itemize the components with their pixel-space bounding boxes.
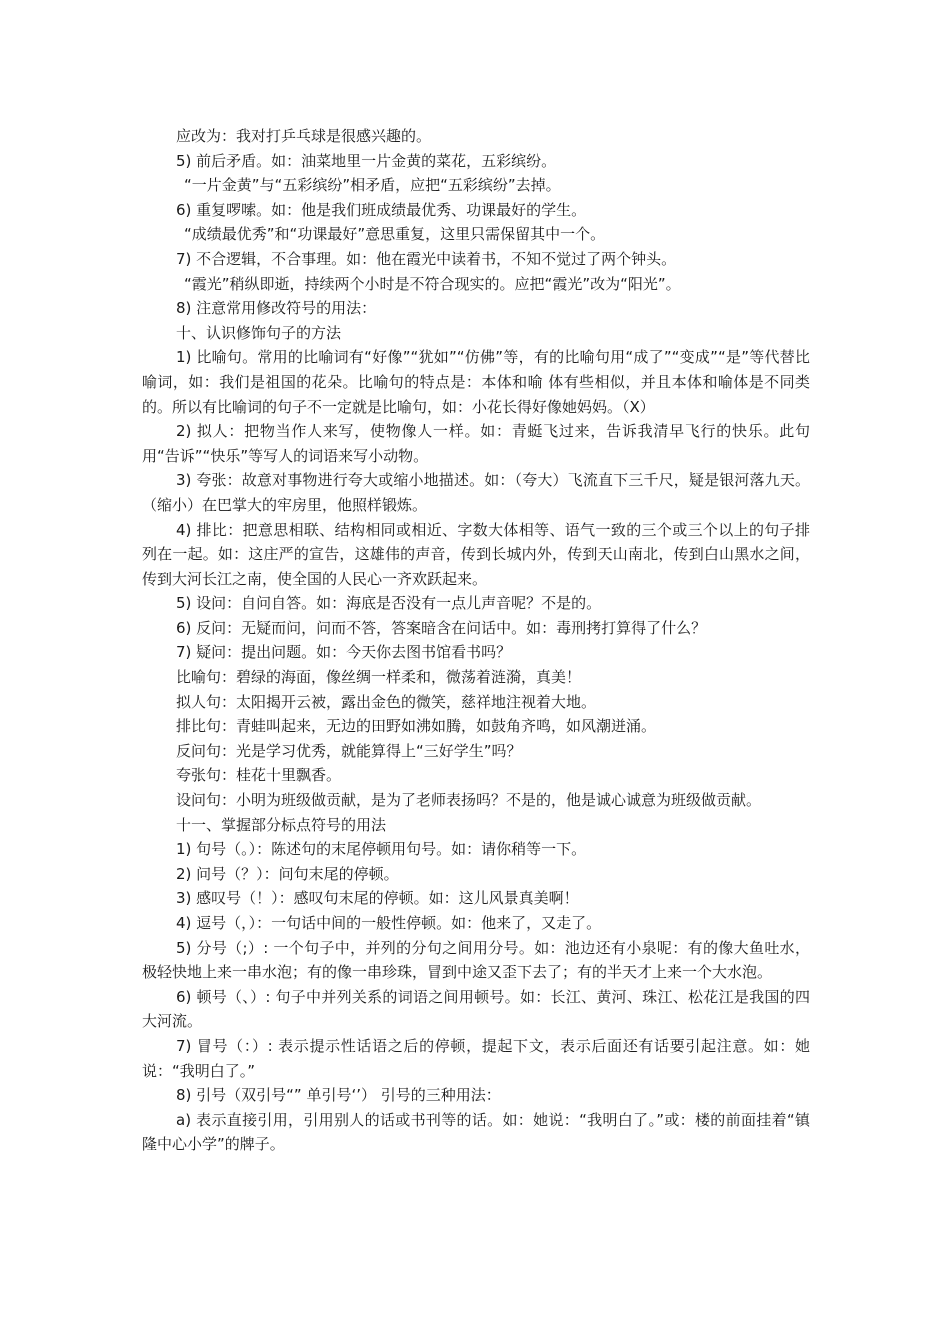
paragraph: 5) 分号（;）: 一个句子中，并列的分句之间用分号。如：池边还有小泉呢：有的像大鱼吐水，极轻快地上来一串水泡；有的像一串珍珠，冒到中途又歪下去了；有的半天才上来一个大水泡。 <box>142 938 810 982</box>
paragraph: “一片金黄”与“五彩缤纷”相矛盾，应把“五彩缤纷”去掉。 <box>184 176 561 195</box>
paragraph: 2) 问号（？）：问句末尾的停顿。 <box>176 864 399 883</box>
paragraph: 1) 比喻句。常用的比喻词有“好像”“犹如”“仿佛”等，有的比喻句用“成了”“变成”“是”等代替比喻词，如：我们是祖国的花朵。比喻句的特点是：本体和喻 体有些相似，并且本体和喻体是不同类的。所以有比喻词的句子不一定就是比喻句，如：小花长得好像她妈妈。（X） <box>142 348 810 416</box>
paragraph: 7) 冒号（：）: 表示提示性话语之后的停顿，提起下文，表示后面还有话要引起注意。如：她说：“我明白了。” <box>142 1036 810 1080</box>
paragraph: 比喻句：碧绿的海面，像丝绸一样柔和，微荡着涟漪，真美！ <box>176 668 582 687</box>
paragraph: 7) 不合逻辑，不合事理。如：他在霞光中读着书，不知不觉过了两个钟头。 <box>176 249 677 268</box>
paragraph: 4) 逗号（，）：一句话中间的一般性停顿。如：他来了，又走了。 <box>176 914 602 932</box>
paragraph: 十一、掌握部分标点符号的用法 <box>176 815 387 834</box>
paragraph: 拟人句：太阳揭开云被，露出金色的微笑，慈祥地注视着大地。 <box>176 692 597 711</box>
paragraph: 反问句：光是学习优秀，就能算得上“三好学生”吗？ <box>176 741 522 760</box>
paragraph: 3) 夸张：故意对事物进行夸大或缩小地描述。如：（夸大）飞流直下三千尺，疑是银河落九天。（缩小）在巴掌大的牢房里，他照样锻炼。 <box>142 471 810 514</box>
paragraph: 应改为：我对打乒乓球是很感兴趣的。 <box>176 127 432 145</box>
paragraph: 设问句：小明为班级做贡献，是为了老师表扬吗？不是的，他是诚心诚意为班级做贡献。 <box>176 791 762 810</box>
paragraph: 6) 反问：无疑而问，问而不答，答案暗含在问话中。如：毒刑拷打算得了什么？ <box>176 618 707 637</box>
paragraph: a) 表示直接引用，引用别人的话或书刊等的话。如：她说：“我明白了。”或：楼的前面挂着“镇隆中心小学”的牌子。 <box>142 1110 810 1154</box>
paragraph: 4) 排比：把意思相联、结构相同或相近、字数大体相等、语气一致的三个或三个以上的句子排列在一起。如：这庄严的宣告，这雄伟的声音，传到长城内外，传到天山南北，传到白山黑水之间，传到大河长江之南，使全国的人民心一齐欢跃起来。 <box>142 520 810 588</box>
paragraph: 十、认识修饰句子的方法 <box>176 323 342 342</box>
paragraph: 1) 句号（。）：陈述句的末尾停顿用句号。如：请你稍等一下。 <box>176 840 587 859</box>
paragraph: “成绩最优秀”和“功课最好”意思重复，这里只需保留其中一个。 <box>184 225 606 244</box>
paragraph: 6) 重复啰嗦。如：他是我们班成绩最优秀、功课最好的学生。 <box>176 200 587 219</box>
paragraph: 夸张句：桂花十里飘香。 <box>176 766 342 785</box>
document-body <box>142 124 810 1157</box>
paragraph: 3) 感叹号（！）：感叹句末尾的停顿。如：这儿风景真美啊！ <box>176 889 579 908</box>
paragraph: 8) 注意常用修改符号的用法： <box>176 299 377 318</box>
paragraph: 8) 引号（双引号“” 单引号‘’） 引号的三种用法： <box>176 1086 501 1105</box>
paragraph: 5) 前后矛盾。如：油菜地里一片金黄的菜花，五彩缤纷。 <box>176 151 557 170</box>
paragraph: 2) 拟人：把物当作人来写，使物像人一样。如：青蜓飞过来，告诉我清早飞行的快乐。此句用“告诉”“快乐”等写人的词语来写小动物。 <box>142 422 810 465</box>
paragraph: 6) 顿号（、）: 句子中并列关系的词语之间用顿号。如：长江、黄河、珠江、松花江是我国的四大河流。 <box>142 987 810 1031</box>
paragraph: 7) 疑问：提出问题。如：今天你去图书馆看书吗？ <box>176 643 512 662</box>
paragraph: “霞光”稍纵即逝，持续两个小时是不符合现实的。应把“霞光”改为“阳光”。 <box>184 274 681 293</box>
paragraph: 5) 设问：自问自答。如：海底是否没有一点儿声音呢？不是的。 <box>176 594 602 613</box>
paragraph: 排比句：青蛙叫起来，无边的田野如沸如腾，如鼓角齐鸣，如风潮迸涌。 <box>176 717 657 736</box>
